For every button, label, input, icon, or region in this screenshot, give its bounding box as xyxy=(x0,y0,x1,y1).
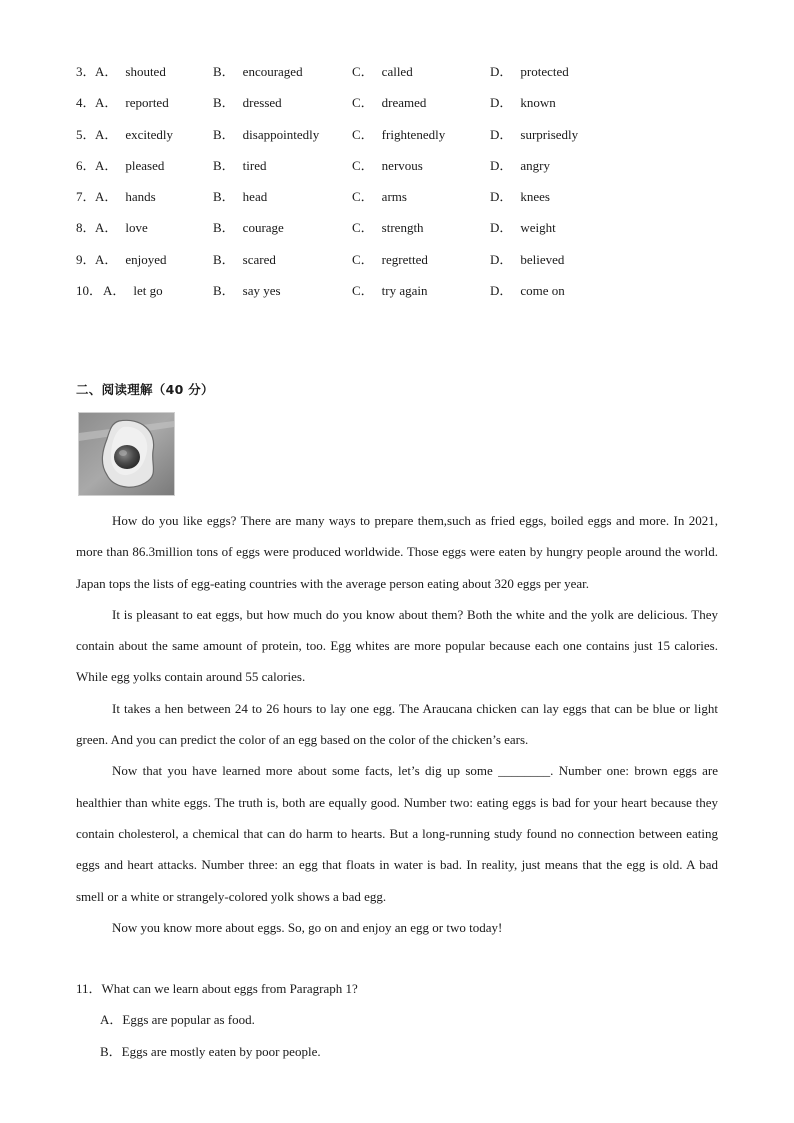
question-number: 8． xyxy=(76,220,96,236)
question-stem: 11．What can we learn about eggs from Paragraph 1? xyxy=(76,981,358,996)
option-b: B． encouraged xyxy=(213,64,303,79)
option-c: C． regretted xyxy=(352,251,428,267)
option-c: C． try again xyxy=(352,283,428,299)
option-a: A． excitedly xyxy=(95,126,174,142)
option-b: B． disappointedly xyxy=(213,126,320,142)
option-row-5 xyxy=(76,125,716,156)
option-a: A． enjoyed xyxy=(95,251,167,267)
option-b: B． scared xyxy=(213,251,276,267)
choice-a: A．Eggs are popular as food. xyxy=(100,1012,255,1028)
reading-passage xyxy=(76,505,718,943)
question-number: 7． xyxy=(76,189,96,205)
choice-b: B．Eggs are mostly eaten by poor people. xyxy=(100,1043,321,1059)
option-a: A． pleased xyxy=(95,157,165,173)
option-c: C． strength xyxy=(352,220,424,236)
option-c: C． dreamed xyxy=(352,95,427,111)
option-b: B． courage xyxy=(213,220,284,236)
option-a: A． let go xyxy=(103,283,163,299)
question-number: 4． xyxy=(76,95,96,111)
option-d: D． believed xyxy=(490,251,565,267)
paragraph-1: How do you like eggs? There are many ways to prepare them,such as fried eggs, boiled eggs and more. In 2021, more than 86.3million tons of eggs were produced worldwide. Those eggs were eaten by hungry people around the world. Japan tops the lists of egg-eating countries with the average person eating about 320 eggs per year. xyxy=(76,513,718,591)
option-d: D． known xyxy=(490,95,556,111)
paragraph-5: Now you know more about eggs. So, go on and enjoy an egg or two today! xyxy=(112,919,503,935)
option-c: C． called xyxy=(352,64,413,79)
answer-options-block xyxy=(76,62,716,312)
question-number: 9． xyxy=(76,251,96,267)
option-d: D． protected xyxy=(490,64,569,79)
question-number: 6． xyxy=(76,157,96,173)
option-row-3 xyxy=(76,62,716,93)
option-d: D． knees xyxy=(490,189,550,205)
option-a: A． shouted xyxy=(95,64,166,79)
option-b: B． head xyxy=(213,189,268,205)
fried-egg-photo xyxy=(78,412,175,496)
option-b: B． tired xyxy=(213,157,267,173)
option-d: D． angry xyxy=(490,157,550,173)
paragraph-2: It is pleasant to eat eggs, but how much do you know about them? Both the white and the yolk are delicious. They contain about the same amount of protein, too. Egg whites are more popular because each one contains just 15 calories. While egg yolks contain around 55 calories. xyxy=(76,606,718,685)
option-row-9 xyxy=(76,250,716,281)
question-number: 10． xyxy=(76,283,103,299)
option-row-8 xyxy=(76,218,716,249)
question-number: 5． xyxy=(76,126,96,142)
option-d: D． come on xyxy=(490,283,565,299)
option-d: D． weight xyxy=(490,220,556,236)
option-row-6 xyxy=(76,156,716,187)
paragraph-4: Now that you have learned more about some facts, let’s dig up some ________. Number one: brown eggs are healthier than white eggs. The truth is, both are equally good. Number two: eating eggs is bad for your heart because they contain cholesterol, a chemical that can do harm to hearts. But a long-running study found no connection between eating eggs and heart attacks. Number three: an egg that floats in water is bad. In reality, just means that the egg is old. A bad smell or a white or strangely-colored yolk shows a bad egg. xyxy=(76,763,718,904)
option-a: A． reported xyxy=(95,95,169,111)
question-11 xyxy=(76,973,718,1067)
option-row-7 xyxy=(76,187,716,218)
option-c: C． nervous xyxy=(352,157,423,173)
option-a: A． love xyxy=(95,220,148,236)
option-row-4 xyxy=(76,93,716,124)
option-a: A． hands xyxy=(95,189,156,205)
option-d: D． surprisedly xyxy=(490,126,579,142)
option-c: C． frightenedly xyxy=(352,126,446,142)
option-c: C． arms xyxy=(352,189,407,205)
fried-egg-image xyxy=(79,413,174,495)
option-b: B． dressed xyxy=(213,95,282,111)
option-b: B． say yes xyxy=(213,283,281,299)
question-number: 3． xyxy=(76,64,96,79)
section-heading: 二、阅读理解（40 分） xyxy=(76,382,214,397)
paragraph-3: It takes a hen between 24 to 26 hours to lay one egg. The Araucana chicken can lay eggs that can be blue or light green. And you can predict the color of an egg based on the color of the chicken’s ears. xyxy=(76,700,718,748)
option-row-10 xyxy=(76,281,716,312)
